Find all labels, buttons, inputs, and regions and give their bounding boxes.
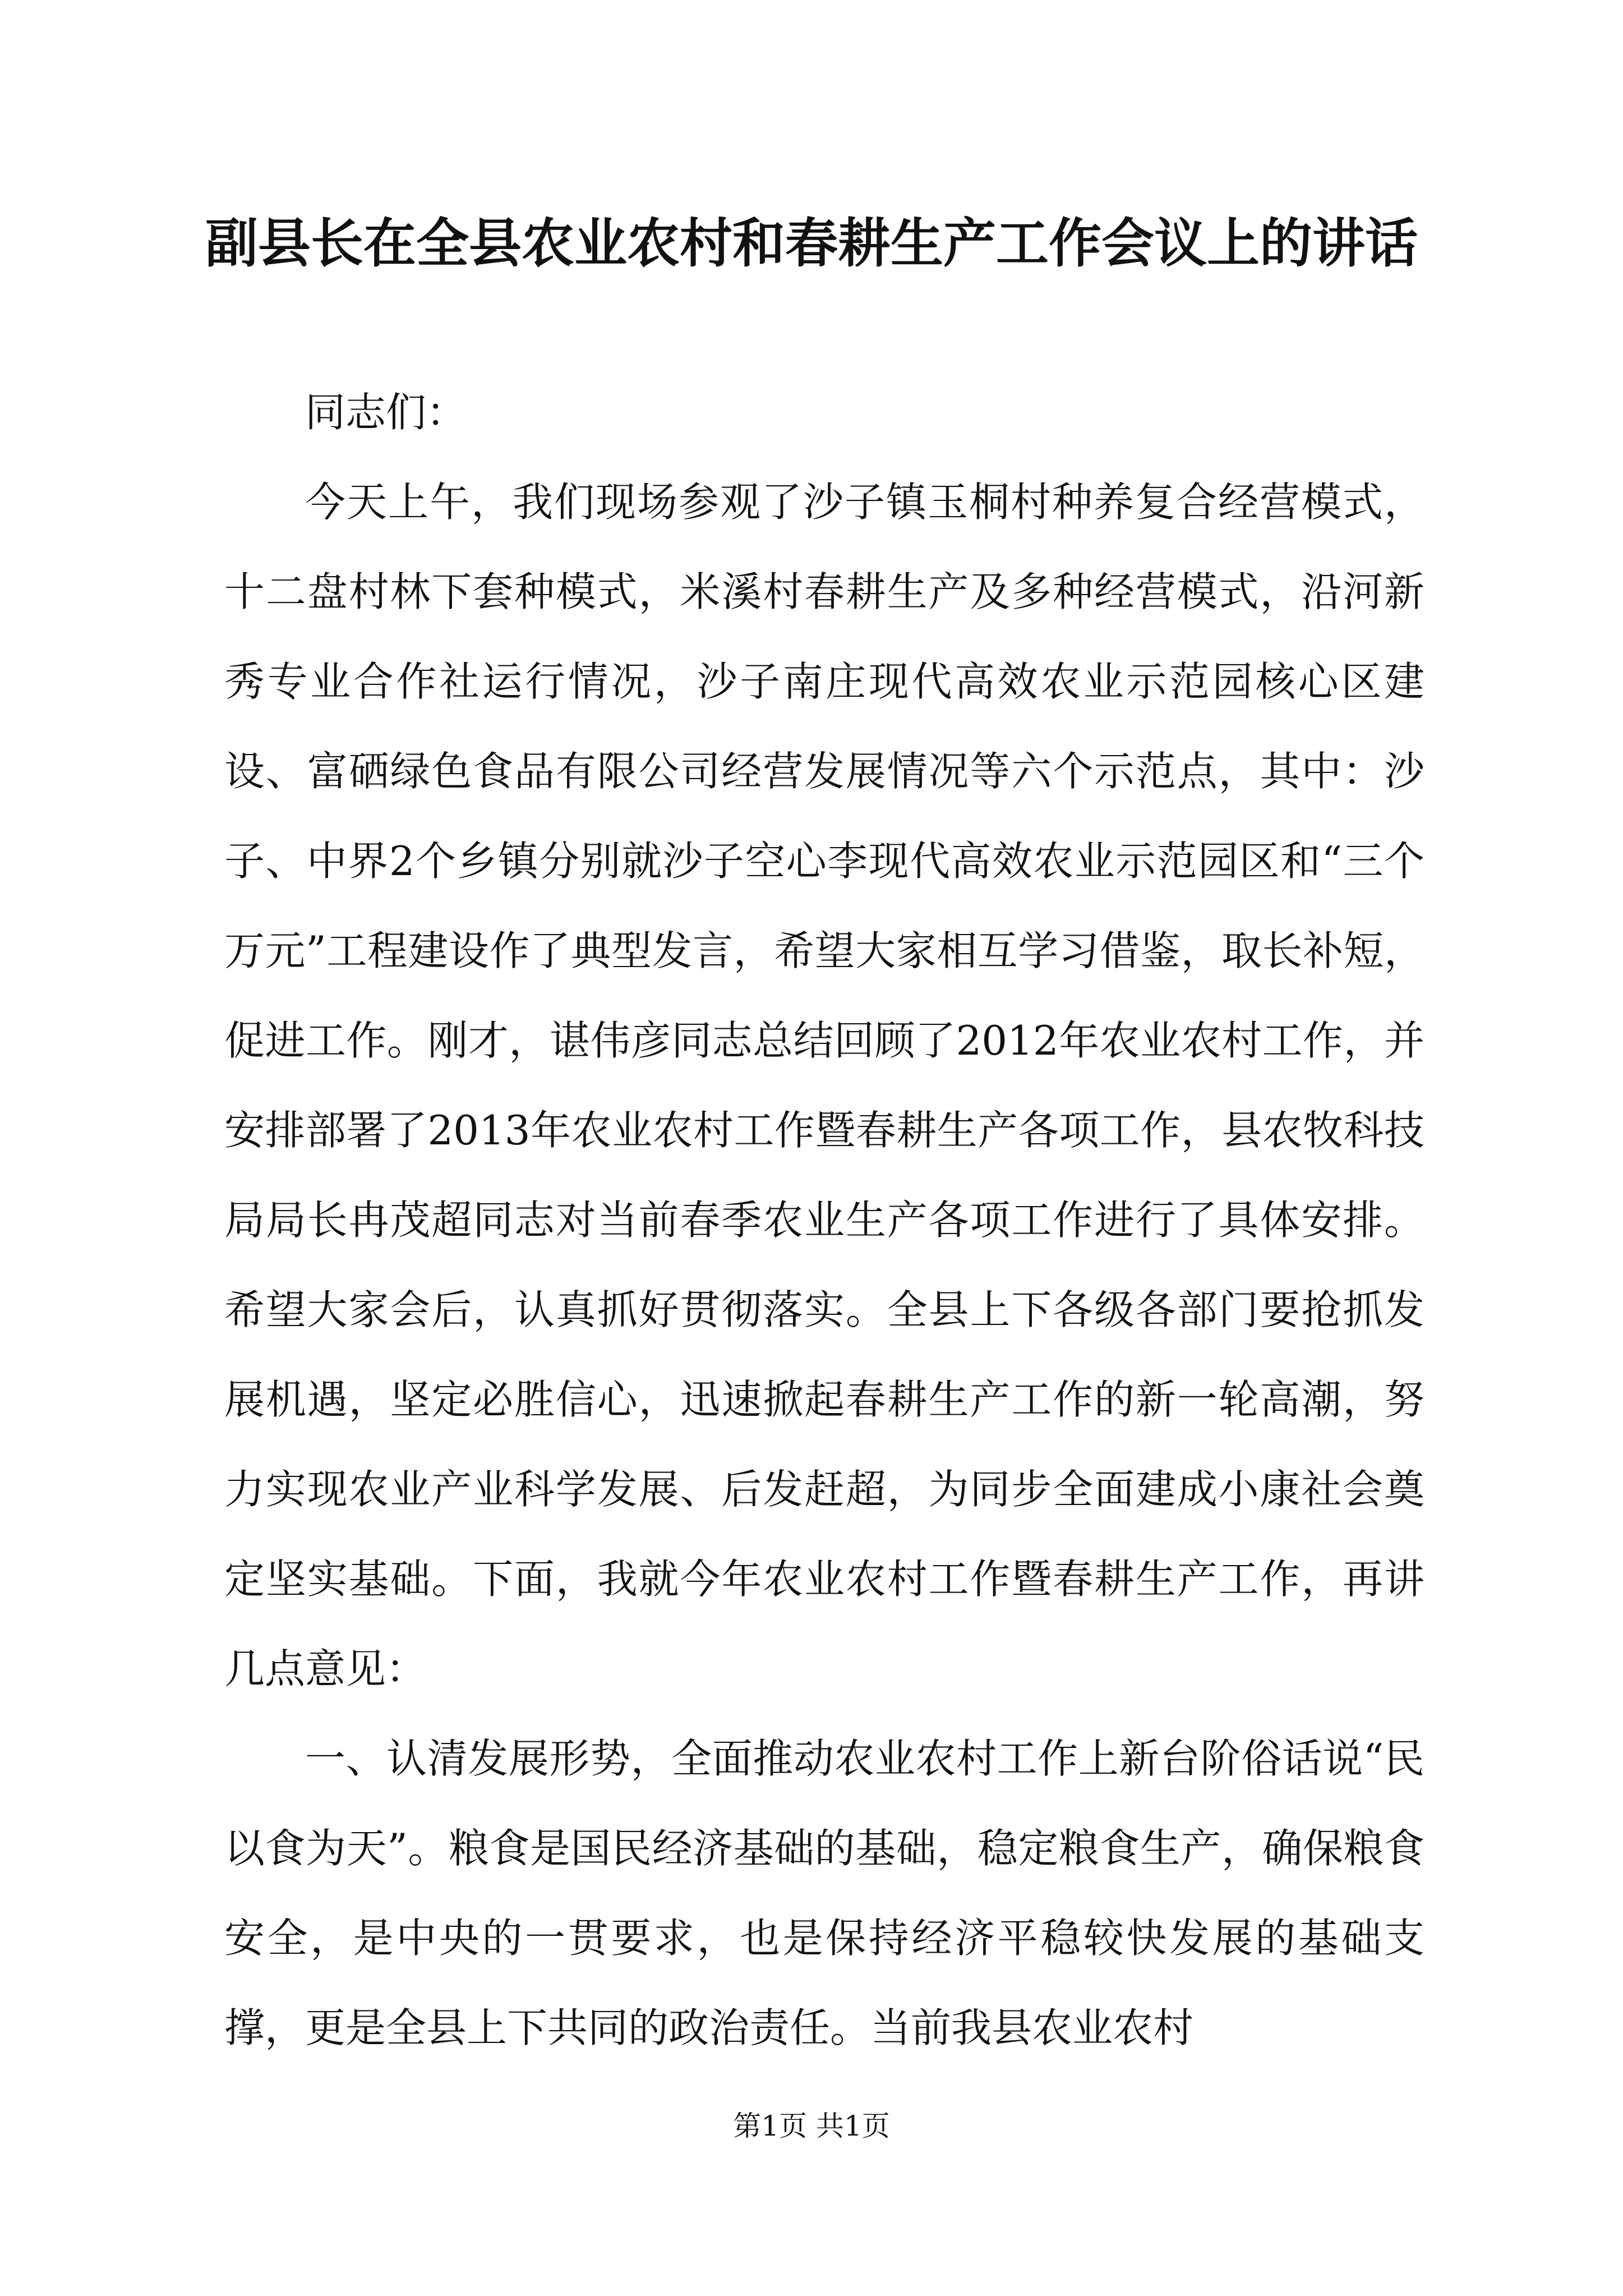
salutation-paragraph: 同志们：: [305, 389, 467, 436]
document-title: 副县长在全县农业农村和春耕生产工作会议上的讲话: [205, 213, 1418, 274]
body-paragraph: 今天上午，我们现场参观了沙子镇玉桐村种养复合经营模式，十二盘村林下套种模式，米溪村春耕生产及多种经营模式，沿河新秀专业合作社运行情况，沙子南庄现代高效农业示范园核心区建设、富硒绿色食品有限公司经营发展情况等六个示范点，其中：沙子、中界2个乡镇分别就沙子空心李现代高效农业示范园区和“三个万元”工程建设作了典型发言，希望大家相互学习借鉴，取长补短，促进工作。刚才，谌伟彦同志总结回顾了2012年农业农村工作，并安排部署了2013年农业农村工作暨春耕生产各项工作，县农牧科技局局长冉茂超同志对当前春季农业生产各项工作进行了具体安排。希望大家会后，认真抓好贯彻落实。全县上下各级各部门要抢抓发展机遇，坚定必胜信心，迅速掀起春耕生产工作的新一轮高潮，努力实现农业产业科学发展、后发赶超，为同步全面建成小康社会奠定坚实基础。下面，我就今年农业农村工作暨春耕生产工作，再讲几点意见：: [224, 478, 1424, 1692]
page-footer: 第1页 共1页: [733, 2110, 890, 2142]
document-body: [224, 367, 1424, 2073]
section-paragraph: 一、认清发展形势，全面推动农业农村工作上新台阶俗话说“民以食为天”。粮食是国民经济基础的基础，稳定粮食生产，确保粮食安全，是中央的一贯要求，也是保持经济平稳较快发展的基础支撑，更是全县上下共同的政治责任。当前我县农业农村: [224, 1735, 1424, 2051]
